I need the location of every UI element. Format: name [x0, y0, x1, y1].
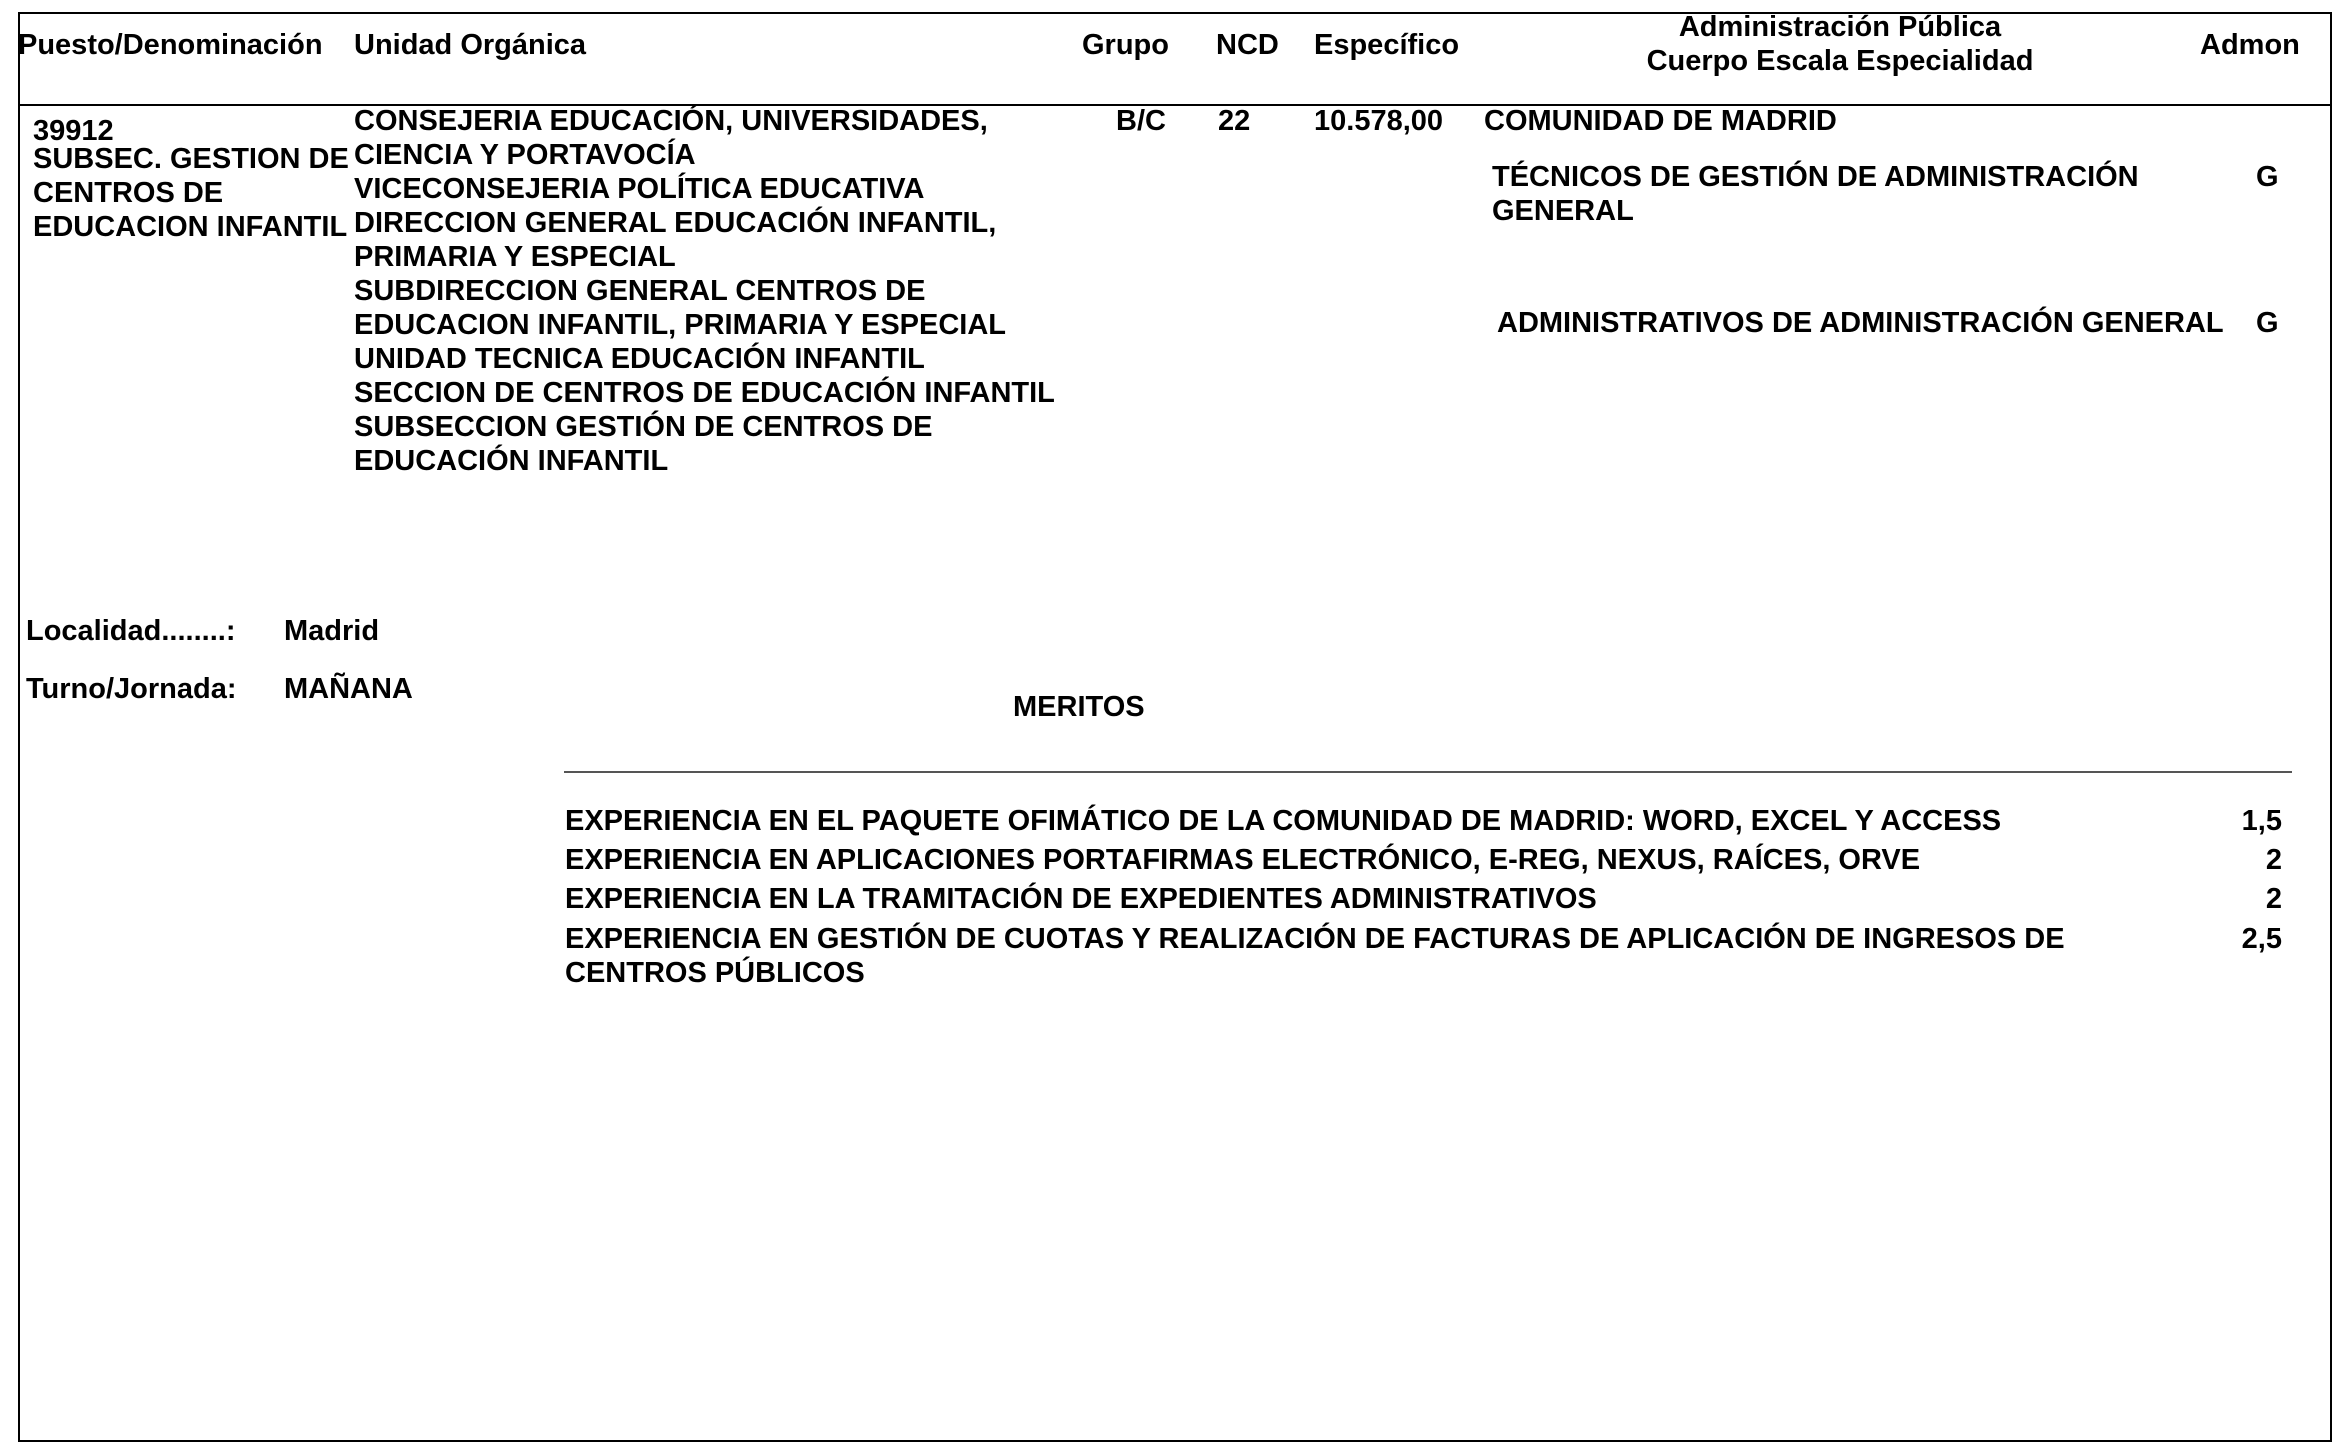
- localidad-label: Localidad........:: [26, 615, 236, 647]
- unidad-line: SUBSECCION GESTIÓN DE CENTROS DE: [354, 411, 933, 443]
- header-admon: Admon: [2200, 29, 2300, 61]
- merito-text: CENTROS PÚBLICOS: [565, 957, 865, 989]
- unidad-organica: [354, 104, 1055, 478]
- unidad-line: SECCION DE CENTROS DE EDUCACIÓN INFANTIL: [354, 377, 1055, 409]
- grupo-value: B/C: [1116, 105, 1166, 137]
- merito-text: EXPERIENCIA EN GESTIÓN DE CUOTAS Y REALIZACIÓN DE FACTURAS DE APLICACIÓN DE INGRESOS DE: [565, 923, 2065, 955]
- merito-text: EXPERIENCIA EN EL PAQUETE OFIMÁTICO DE LA COMUNIDAD DE MADRID: WORD, EXCEL Y ACCESS: [565, 805, 2002, 837]
- cuerpo-1: [1492, 160, 2139, 228]
- localidad-value: Madrid: [284, 615, 380, 647]
- merito-points-4: 2,5: [2241, 923, 2282, 955]
- merito-item-2: [565, 843, 1920, 877]
- cuerpo-1-admon: G: [2256, 161, 2279, 193]
- cuerpo-line: TÉCNICOS DE GESTIÓN DE ADMINISTRACIÓN: [1492, 161, 2139, 193]
- header-ncd: NCD: [1216, 29, 1279, 61]
- merito-points-3: 2: [2265, 883, 2282, 915]
- header-grupo: Grupo: [1082, 29, 1169, 61]
- ncd-value: 22: [1218, 105, 1251, 137]
- cuerpo-line: GENERAL: [1492, 195, 1634, 227]
- cuerpo-2: [1497, 306, 2224, 340]
- merito-item-1: [565, 804, 2001, 838]
- header-cuerpo-escala: Cuerpo Escala Especialidad: [1646, 45, 2034, 77]
- cuerpo-line: ADMINISTRATIVOS DE ADMINISTRACIÓN GENERAL: [1497, 307, 2224, 339]
- merito-points-2: 2: [2265, 844, 2282, 876]
- merito-item-3: [565, 882, 1597, 916]
- header-administracion: Administración Pública: [1678, 11, 2002, 43]
- meritos-divider: [564, 771, 2292, 773]
- turno-value: MAÑANA: [284, 673, 413, 705]
- merito-points-1: 1,5: [2241, 805, 2282, 837]
- unidad-line: PRIMARIA Y ESPECIAL: [354, 241, 676, 273]
- unidad-line: EDUCACION INFANTIL, PRIMARIA Y ESPECIAL: [354, 309, 1007, 341]
- meritos-title: MERITOS: [1013, 691, 1145, 723]
- header-unidad: Unidad Orgánica: [354, 29, 587, 61]
- merito-item-4: [565, 922, 2065, 990]
- merito-text: EXPERIENCIA EN APLICACIONES PORTAFIRMAS ELECTRÓNICO, E-REG, NEXUS, RAÍCES, ORVE: [565, 844, 1921, 876]
- unidad-line: EDUCACIÓN INFANTIL: [354, 445, 669, 477]
- especifico-value: 10.578,00: [1314, 105, 1444, 137]
- administracion-value: COMUNIDAD DE MADRID: [1484, 105, 1837, 137]
- unidad-line: UNIDAD TECNICA EDUCACIÓN INFANTIL: [354, 343, 925, 375]
- denominacion-line: EDUCACION INFANTIL: [33, 211, 348, 243]
- merito-text: EXPERIENCIA EN LA TRAMITACIÓN DE EXPEDIENTES ADMINISTRATIVOS: [565, 883, 1597, 915]
- unidad-line: CIENCIA Y PORTAVOCÍA: [354, 139, 696, 171]
- header-puesto: Puesto/Denominación: [18, 29, 323, 61]
- header-especifico: Específico: [1314, 29, 1460, 61]
- unidad-line: SUBDIRECCION GENERAL CENTROS DE: [354, 275, 926, 307]
- unidad-line: CONSEJERIA EDUCACIÓN, UNIVERSIDADES,: [354, 105, 988, 137]
- puesto-denominacion: [33, 142, 349, 244]
- cuerpo-2-admon: G: [2256, 307, 2279, 339]
- puesto-codigo: 39912: [33, 115, 114, 147]
- denominacion-line: SUBSEC. GESTION DE: [33, 143, 349, 175]
- unidad-line: DIRECCION GENERAL EDUCACIÓN INFANTIL,: [354, 207, 997, 239]
- denominacion-line: CENTROS DE: [33, 177, 224, 209]
- turno-label: Turno/Jornada:: [26, 673, 237, 705]
- unidad-line: VICECONSEJERIA POLÍTICA EDUCATIVA: [354, 173, 925, 205]
